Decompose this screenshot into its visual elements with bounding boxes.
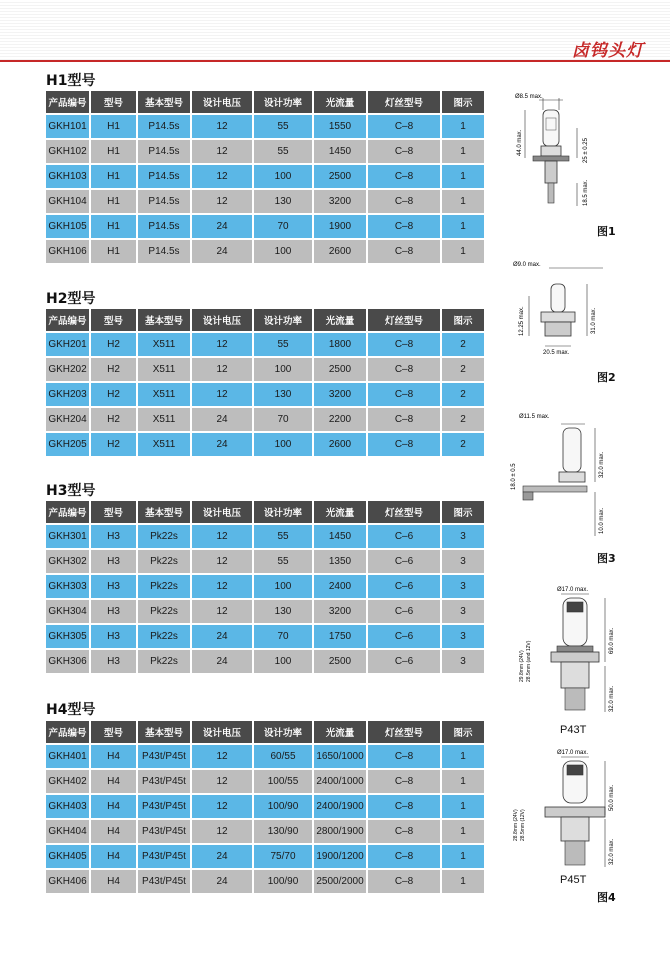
table-cell: P14.5s [138, 240, 190, 263]
table-cell: C–8 [368, 770, 440, 793]
table-cell: 3200 [314, 383, 366, 406]
table-cell: 12 [192, 600, 252, 623]
table-cell: GKH101 [46, 115, 89, 138]
table-cell: 3 [442, 625, 484, 648]
table-cell: 24 [192, 215, 252, 238]
table-cell: C–8 [368, 870, 440, 893]
table-cell: H3 [91, 625, 136, 648]
fig4b-dim-24v: 28.8mm (24V) [513, 809, 519, 841]
table-cell: 1 [442, 240, 484, 263]
table-cell: GKH403 [46, 795, 89, 818]
table-cell: H1 [91, 240, 136, 263]
table-cell: X511 [138, 333, 190, 356]
spec-table-h3 [44, 499, 486, 675]
table-cell: 2 [442, 358, 484, 381]
table-cell: H3 [91, 575, 136, 598]
table-cell: C–8 [368, 795, 440, 818]
column-header: 光流量 [314, 721, 366, 743]
table-cell: 1 [442, 870, 484, 893]
table-cell: 12 [192, 358, 252, 381]
table-cell: GKH104 [46, 190, 89, 213]
table-cell: 3 [442, 550, 484, 573]
table-cell: Pk22s [138, 550, 190, 573]
fig2-dim-base: 20.5 max. [543, 350, 570, 356]
table-cell: 12 [192, 140, 252, 163]
table-cell: 55 [254, 115, 312, 138]
table-cell: 100/90 [254, 870, 312, 893]
table-cell: P14.5s [138, 165, 190, 188]
table-cell: 12 [192, 770, 252, 793]
table-row [46, 383, 484, 406]
table-row [46, 870, 484, 893]
section-title-h4: H4型号 [46, 702, 96, 718]
table-cell: 2400/1000 [314, 770, 366, 793]
table-cell: GKH106 [46, 240, 89, 263]
table-cell: 75/70 [254, 845, 312, 868]
table-cell: C–6 [368, 575, 440, 598]
table-row [46, 408, 484, 431]
table-cell: 2 [442, 333, 484, 356]
table-cell: GKH402 [46, 770, 89, 793]
table-cell: H1 [91, 115, 136, 138]
table-cell: C–8 [368, 190, 440, 213]
fig2-dim-height: 31.0 max. [591, 307, 597, 334]
table-cell: GKH301 [46, 525, 89, 548]
column-header: 光流量 [314, 501, 366, 523]
table-cell: 12 [192, 550, 252, 573]
table-row [46, 215, 484, 238]
table-cell: 1750 [314, 625, 366, 648]
column-header: 产品编号 [46, 721, 89, 743]
table-cell: 12 [192, 795, 252, 818]
table-cell: H4 [91, 870, 136, 893]
table-cell: GKH203 [46, 383, 89, 406]
figure-4a-base-label: P43T [560, 724, 587, 736]
table-cell: GKH205 [46, 433, 89, 456]
table-cell: C–8 [368, 845, 440, 868]
table-cell: GKH306 [46, 650, 89, 673]
table-row [46, 115, 484, 138]
section-title-h2: H2型号 [46, 291, 96, 307]
table-cell: P43t/P45t [138, 770, 190, 793]
table-row [46, 575, 484, 598]
table-cell: GKH404 [46, 820, 89, 843]
table-cell: 55 [254, 140, 312, 163]
table-cell: 1 [442, 820, 484, 843]
table-cell: GKH302 [46, 550, 89, 573]
table-cell: P43t/P45t [138, 745, 190, 768]
table-cell: 2400 [314, 575, 366, 598]
table-cell: P43t/P45t [138, 845, 190, 868]
table-cell: 130 [254, 190, 312, 213]
header-band [0, 0, 670, 62]
figure-3-label: 图3 [597, 552, 616, 565]
table-cell: 3 [442, 525, 484, 548]
table-cell: 1550 [314, 115, 366, 138]
figure-4a-drawing [505, 582, 620, 722]
table-cell: 2500 [314, 358, 366, 381]
column-header: 基本型号 [138, 501, 190, 523]
fig4a-dim-height: 69.0 max. [609, 627, 615, 654]
table-cell: 130/90 [254, 820, 312, 843]
column-header: 设计功率 [254, 721, 312, 743]
table-cell: 24 [192, 870, 252, 893]
table-cell: 3200 [314, 190, 366, 213]
column-header: 基本型号 [138, 721, 190, 743]
fig3-dim-base: 10.0 max. [599, 507, 605, 534]
table-cell: 24 [192, 625, 252, 648]
table-cell: H3 [91, 600, 136, 623]
table-cell: Pk22s [138, 650, 190, 673]
table-cell: 12 [192, 525, 252, 548]
table-cell: C–6 [368, 525, 440, 548]
table-cell: C–8 [368, 240, 440, 263]
table-cell: 12 [192, 745, 252, 768]
fig1-dim-offset: 25 ± 0.25 [583, 138, 589, 163]
table-cell: 12 [192, 575, 252, 598]
table-cell: H4 [91, 820, 136, 843]
table-cell: 100 [254, 240, 312, 263]
table-cell: 12 [192, 165, 252, 188]
column-header: 灯丝型号 [368, 501, 440, 523]
figure-4b-base-label: P45T [560, 874, 587, 886]
table-cell: C–8 [368, 165, 440, 188]
table-cell: 12 [192, 190, 252, 213]
table-cell: Pk22s [138, 625, 190, 648]
table-cell: H3 [91, 650, 136, 673]
table-cell: 24 [192, 845, 252, 868]
fig1-dim-base: 18.5 max. [583, 179, 589, 206]
column-header: 光流量 [314, 91, 366, 113]
table-row [46, 770, 484, 793]
table-cell: 2 [442, 383, 484, 406]
table-cell: P43t/P45t [138, 820, 190, 843]
fig4a-dim-12v: 28.5mm (and 12V) [526, 640, 532, 682]
table-cell: 24 [192, 650, 252, 673]
fig2-dim-diameter: Ø9.0 max. [513, 262, 541, 268]
table-cell: 1 [442, 215, 484, 238]
table-cell: H2 [91, 333, 136, 356]
table-cell: GKH102 [46, 140, 89, 163]
spec-table-h2 [44, 307, 486, 458]
table-cell: GKH105 [46, 215, 89, 238]
table-cell: X511 [138, 433, 190, 456]
table-cell: H2 [91, 408, 136, 431]
table-cell: H4 [91, 770, 136, 793]
column-header: 基本型号 [138, 91, 190, 113]
table-cell: 100 [254, 358, 312, 381]
table-cell: H1 [91, 190, 136, 213]
table-cell: 70 [254, 215, 312, 238]
table-cell: P14.5s [138, 115, 190, 138]
table-row [46, 625, 484, 648]
figure-1-drawing [505, 88, 615, 218]
table-cell: C–8 [368, 820, 440, 843]
table-cell: 2500 [314, 165, 366, 188]
column-header: 灯丝型号 [368, 721, 440, 743]
table-cell: C–8 [368, 140, 440, 163]
fig1-dim-diameter: Ø8.5 max. [515, 94, 543, 100]
column-header: 设计功率 [254, 501, 312, 523]
table-cell: H1 [91, 215, 136, 238]
figure-4b-drawing [505, 745, 620, 875]
table-cell: 12 [192, 333, 252, 356]
table-cell: 1350 [314, 550, 366, 573]
column-header: 型号 [91, 501, 136, 523]
table-cell: GKH303 [46, 575, 89, 598]
column-header: 图示 [442, 721, 484, 743]
table-cell: 3200 [314, 600, 366, 623]
table-cell: C–8 [368, 383, 440, 406]
table-cell: 55 [254, 525, 312, 548]
column-header: 灯丝型号 [368, 309, 440, 331]
table-cell: 1900 [314, 215, 366, 238]
column-header: 图示 [442, 309, 484, 331]
table-cell: X511 [138, 408, 190, 431]
table-cell: GKH406 [46, 870, 89, 893]
column-header: 设计电压 [192, 501, 252, 523]
table-cell: 2400/1900 [314, 795, 366, 818]
table-cell: 1 [442, 770, 484, 793]
fig4a-dim-24v: 29.8mm (24V) [519, 650, 525, 682]
table-cell: 130 [254, 600, 312, 623]
table-cell: GKH401 [46, 745, 89, 768]
table-cell: 12 [192, 820, 252, 843]
table-cell: 2200 [314, 408, 366, 431]
table-cell: C–8 [368, 115, 440, 138]
column-header: 设计电压 [192, 721, 252, 743]
fig3-dim-height: 32.0 max. [599, 451, 605, 478]
fig4b-dim-height: 50.0 max. [609, 784, 615, 811]
spec-table-h4 [44, 719, 486, 895]
column-header: 设计电压 [192, 309, 252, 331]
table-row [46, 358, 484, 381]
table-cell: GKH103 [46, 165, 89, 188]
table-cell: 2500 [314, 650, 366, 673]
figure-4-label: 图4 [597, 891, 616, 904]
table-row [46, 190, 484, 213]
table-row [46, 845, 484, 868]
table-cell: P14.5s [138, 215, 190, 238]
table-cell: C–6 [368, 650, 440, 673]
table-cell: 100 [254, 650, 312, 673]
table-row [46, 745, 484, 768]
column-header: 产品编号 [46, 501, 89, 523]
column-header: 设计电压 [192, 91, 252, 113]
table-cell: X511 [138, 383, 190, 406]
table-cell: 70 [254, 625, 312, 648]
table-cell: 12 [192, 383, 252, 406]
fig3-dim-left: 18.0 ± 0.5 [511, 463, 517, 490]
table-cell: H1 [91, 165, 136, 188]
table-cell: 1900/1200 [314, 845, 366, 868]
table-cell: 100/90 [254, 795, 312, 818]
table-cell: GKH304 [46, 600, 89, 623]
column-header: 型号 [91, 91, 136, 113]
table-cell: 3 [442, 650, 484, 673]
table-cell: 12 [192, 115, 252, 138]
fig3-dim-diameter: Ø11.5 max. [519, 414, 550, 420]
table-cell: C–8 [368, 433, 440, 456]
column-header: 图示 [442, 501, 484, 523]
column-header: 设计功率 [254, 91, 312, 113]
table-header-row [46, 309, 484, 331]
table-cell: 55 [254, 333, 312, 356]
table-cell: H3 [91, 550, 136, 573]
table-row [46, 550, 484, 573]
table-cell: C–6 [368, 600, 440, 623]
table-cell: 100/55 [254, 770, 312, 793]
column-header: 产品编号 [46, 91, 89, 113]
table-cell: P43t/P45t [138, 870, 190, 893]
figure-2-drawing [505, 256, 615, 366]
table-cell: 1 [442, 115, 484, 138]
table-cell: H3 [91, 525, 136, 548]
table-cell: 1 [442, 140, 484, 163]
table-cell: 2600 [314, 240, 366, 263]
table-cell: 3 [442, 600, 484, 623]
table-cell: Pk22s [138, 525, 190, 548]
table-header-row [46, 501, 484, 523]
table-row [46, 240, 484, 263]
section-title-h3: H3型号 [46, 483, 96, 499]
table-cell: C–8 [368, 215, 440, 238]
table-cell: 1450 [314, 525, 366, 548]
table-row [46, 600, 484, 623]
table-cell: 2 [442, 433, 484, 456]
table-cell: H4 [91, 745, 136, 768]
table-cell: GKH305 [46, 625, 89, 648]
table-cell: H4 [91, 795, 136, 818]
table-cell: 2600 [314, 433, 366, 456]
table-cell: H2 [91, 358, 136, 381]
table-cell: 100 [254, 433, 312, 456]
table-cell: 1 [442, 745, 484, 768]
column-header: 灯丝型号 [368, 91, 440, 113]
table-cell: H2 [91, 433, 136, 456]
table-cell: 2 [442, 408, 484, 431]
table-cell: C–8 [368, 745, 440, 768]
table-row [46, 795, 484, 818]
figure-3-drawing [505, 406, 615, 541]
table-cell: 1 [442, 165, 484, 188]
fig4a-dim-diameter: Ø17.0 max. [557, 587, 589, 593]
table-cell: 70 [254, 408, 312, 431]
table-cell: GKH202 [46, 358, 89, 381]
table-cell: H1 [91, 140, 136, 163]
table-cell: C–6 [368, 625, 440, 648]
table-cell: H4 [91, 845, 136, 868]
table-cell: 1450 [314, 140, 366, 163]
table-cell: C–8 [368, 333, 440, 356]
table-cell: 1650/1000 [314, 745, 366, 768]
fig4b-dim-diameter: Ø17.0 max. [557, 750, 589, 756]
table-row [46, 333, 484, 356]
table-cell: P43t/P45t [138, 795, 190, 818]
table-row [46, 140, 484, 163]
table-cell: GKH405 [46, 845, 89, 868]
table-cell: 24 [192, 240, 252, 263]
table-cell: 1 [442, 190, 484, 213]
table-cell: 2500/2000 [314, 870, 366, 893]
column-header: 设计功率 [254, 309, 312, 331]
fig1-dim-height: 44.0 max. [517, 129, 523, 156]
table-cell: C–8 [368, 358, 440, 381]
table-cell: GKH201 [46, 333, 89, 356]
table-cell: Pk22s [138, 575, 190, 598]
table-header-row [46, 721, 484, 743]
table-cell: 55 [254, 550, 312, 573]
table-cell: 3 [442, 575, 484, 598]
column-header: 基本型号 [138, 309, 190, 331]
column-header: 产品编号 [46, 309, 89, 331]
fig4b-dim-base: 32.0 max. [609, 838, 615, 865]
fig2-dim-left: 12.25 max. [519, 306, 525, 336]
spec-table-h1 [44, 89, 486, 265]
table-cell: C–6 [368, 550, 440, 573]
column-header: 型号 [91, 721, 136, 743]
table-row [46, 820, 484, 843]
table-cell: 1 [442, 795, 484, 818]
table-cell: Pk22s [138, 600, 190, 623]
table-row [46, 165, 484, 188]
table-cell: 100 [254, 575, 312, 598]
table-cell: P14.5s [138, 190, 190, 213]
fig4b-dim-12v: 28.5mm (12V) [520, 809, 526, 841]
table-cell: 24 [192, 408, 252, 431]
table-cell: 2800/1900 [314, 820, 366, 843]
column-header: 图示 [442, 91, 484, 113]
table-cell: H2 [91, 383, 136, 406]
page-header-title: 卤钨头灯 [572, 41, 644, 61]
table-cell: C–8 [368, 408, 440, 431]
table-cell: 100 [254, 165, 312, 188]
fig4a-dim-base: 32.0 max. [609, 685, 615, 712]
table-cell: P14.5s [138, 140, 190, 163]
table-cell: 24 [192, 433, 252, 456]
table-row [46, 650, 484, 673]
table-cell: GKH204 [46, 408, 89, 431]
figure-1-label: 图1 [597, 225, 616, 238]
table-row [46, 433, 484, 456]
table-cell: 60/55 [254, 745, 312, 768]
table-cell: 1 [442, 845, 484, 868]
column-header: 型号 [91, 309, 136, 331]
figure-2-label: 图2 [597, 371, 616, 384]
table-cell: 1800 [314, 333, 366, 356]
column-header: 光流量 [314, 309, 366, 331]
table-cell: 130 [254, 383, 312, 406]
table-row [46, 525, 484, 548]
table-header-row [46, 91, 484, 113]
section-title-h1: H1型号 [46, 73, 96, 89]
table-cell: X511 [138, 358, 190, 381]
